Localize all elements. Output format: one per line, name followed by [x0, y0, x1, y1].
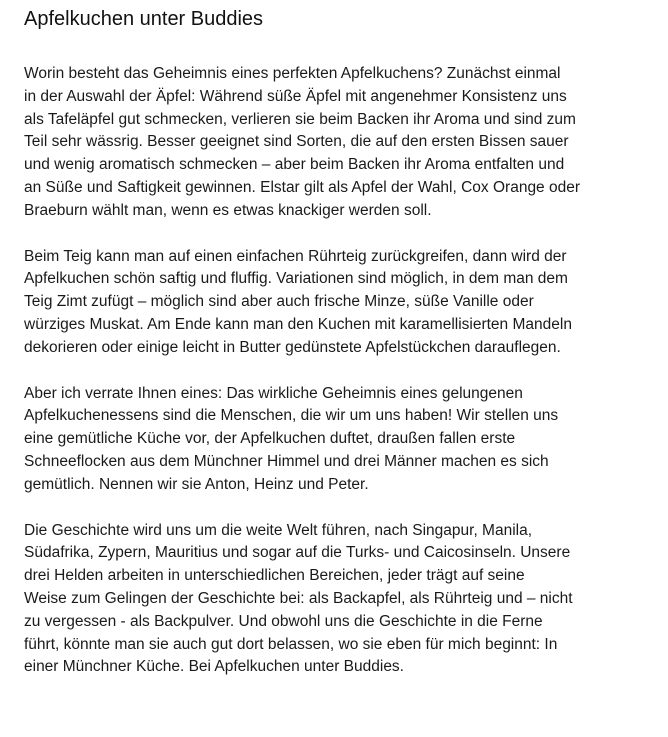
- document-page: [24, 0, 652, 679]
- text-line: dekorieren oder einige leicht in Butter gedünstete Apfelstückchen darauflegen.: [24, 338, 561, 356]
- text-line: Beim Teig kann man auf einen einfachen Rührteig zurückgreifen, dann wird der: [24, 247, 567, 265]
- paragraph-secret: [24, 383, 652, 497]
- text-line: Apfelkuchenessens sind die Menschen, die wir um uns haben! Wir stellen uns: [24, 407, 559, 425]
- text-line: Aber ich verrate Ihnen eines: Das wirkliche Geheimnis eines gelungenen: [24, 384, 523, 402]
- text-line: einer Münchner Küche. Bei Apfelkuchen unter Buddies.: [24, 658, 404, 676]
- text-line: und wenig aromatisch schmecken – aber beim Backen ihr Aroma entfalten und: [24, 156, 565, 174]
- text-line: Braeburn wählt man, wenn es etwas knackiger werden soll.: [24, 201, 432, 219]
- text-line: Apfelkuchen schön saftig und fluffig. Variationen sind möglich, in dem man dem: [24, 270, 568, 288]
- text-line: an Süße und Saftigkeit gewinnen. Elstar gilt als Apfel der Wahl, Cox Orange oder: [24, 178, 581, 196]
- document-title: Apfelkuchen unter Buddies: [24, 8, 264, 30]
- text-line: Schneeflocken aus dem Münchner Himmel und drei Männer machen es sich: [24, 452, 549, 470]
- text-line: Die Geschichte wird uns um die weite Welt führen, nach Singapur, Manila,: [24, 521, 533, 539]
- text-line: führt, könnte man sie auch gut dort belassen, wo sie eben für mich beginnt: In: [24, 635, 558, 653]
- paragraph-dough: [24, 246, 652, 360]
- text-line: Worin besteht das Geheimnis eines perfekten Apfelkuchens? Zunächst einmal: [24, 65, 561, 82]
- text-line: eine gemütliche Küche vor, der Apfelkuchen duftet, draußen fallen erste: [24, 430, 516, 448]
- text-line: Teig Zimt zufügt – möglich sind aber auch frische Minze, süße Vanille oder: [24, 293, 534, 311]
- text-line: in der Auswahl der Äpfel: Während süße Äpfel mit angenehmer Konsistenz uns: [24, 87, 567, 105]
- paragraph-story: [24, 520, 652, 680]
- text-line: zu vergessen - als Backpulver. Und obwohl uns die Geschichte in die Ferne: [24, 612, 543, 630]
- text-line: gemütlich. Nennen wir sie Anton, Heinz und Peter.: [24, 475, 369, 493]
- text-line: würziges Muskat. Am Ende kann man den Kuchen mit karamellisierten Mandeln: [24, 315, 572, 333]
- paragraph-apple-selection: [24, 63, 652, 223]
- text-line: Südafrika, Zypern, Mauritius und sogar auf die Turks- und Caicosinseln. Unsere: [24, 544, 571, 562]
- text-line: als Tafeläpfel gut schmecken, verlieren sie beim Backen ihr Aroma und sind zum: [24, 110, 576, 128]
- text-line: Teil sehr wässrig. Besser geeignet sind Sorten, die auf den ersten Bissen sauer: [24, 133, 569, 151]
- text-line: Weise zum Gelingen der Geschichte bei: als Backapfel, als Rührteig und – nicht: [24, 589, 573, 607]
- text-line: drei Helden arbeiten in unterschiedlichen Bereichen, jeder trägt auf seine: [24, 567, 525, 585]
